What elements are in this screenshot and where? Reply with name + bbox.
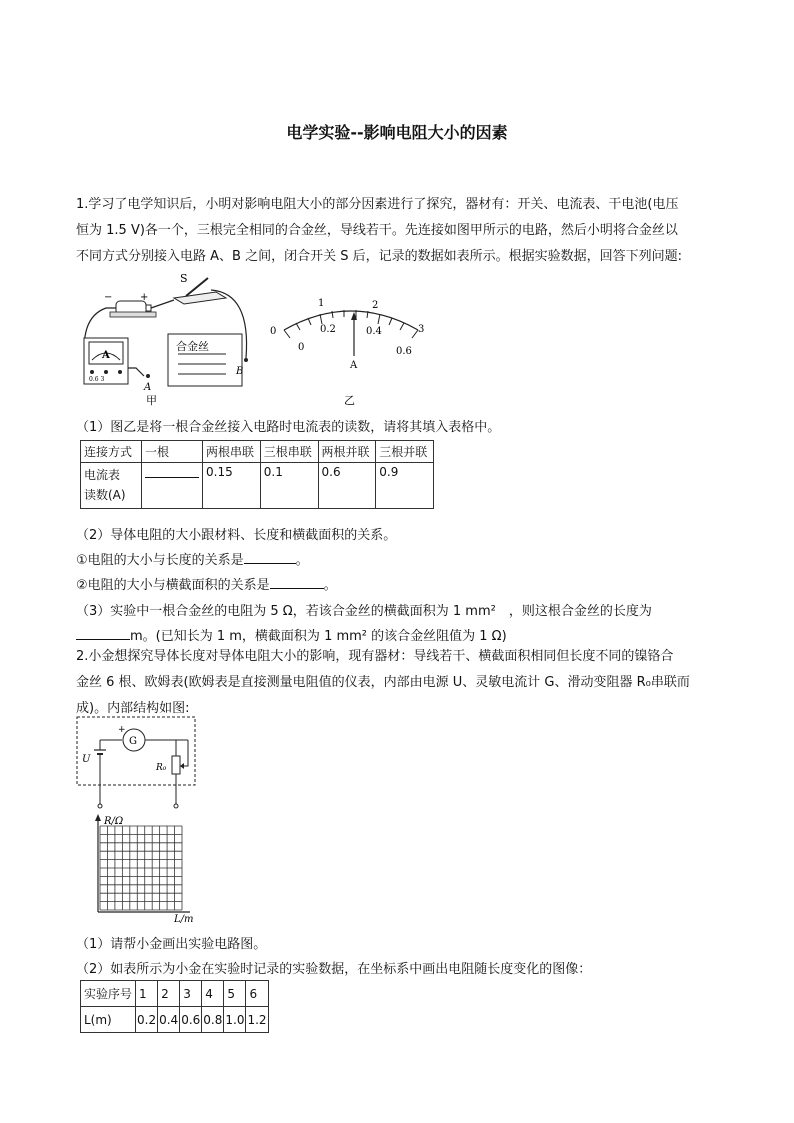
table-header-cell: 两根串联 <box>203 441 261 463</box>
q1-sub2: （2）导体电阻的大小跟材料、长度和横截面积的关系。 <box>76 528 397 543</box>
table-header-cell: 6 <box>246 981 268 1007</box>
row-label-cell: L(m) <box>81 1007 136 1033</box>
table-cell: 0.15 <box>203 463 261 509</box>
table-cell: 0.2 <box>136 1007 158 1033</box>
resistance-length-graph <box>86 812 204 924</box>
table-header-cell: 5 <box>224 981 246 1007</box>
q2-intro <box>76 644 716 722</box>
table-cell: 0.8 <box>202 1007 224 1033</box>
table-cell: 1.0 <box>224 1007 246 1033</box>
table-cell: 0.1 <box>260 463 318 509</box>
point-b-label: B <box>236 366 244 377</box>
q2-sub1: （1）请帮小金画出实验电路图。 <box>76 937 267 952</box>
page-title: 电学实验--影响电阻大小的因素 <box>286 123 508 142</box>
meter-bottom-tick-1: 0.2 <box>320 324 336 335</box>
galvanometer-plus-label: + <box>118 725 126 735</box>
q2-intro-line-1: 2.小金想探究导体长度对导体电阻大小的影响，现有器材：导线若干、横截面积相同但长度不同的镍铬合 <box>76 649 674 664</box>
q1-intro-line-2: 恒为 1.5 V)各一个，三根完全相同的合金丝，导线若干。先连接如图甲所示的电路，然后小明将合金丝以 <box>76 223 678 238</box>
alloy-label: 合金丝 <box>176 340 209 353</box>
row-label-line-1: 电流表 <box>84 468 121 482</box>
figure-yi-caption: 乙 <box>344 394 355 407</box>
table-row <box>81 441 434 463</box>
figure-jia-caption: 甲 <box>146 394 157 407</box>
q1-sub3-line-1: （3）实验中一根合金丝的电阻为 5 Ω，若该合金丝的横截面积为 1 mm² ，则这根合金丝的长度为 <box>76 604 652 619</box>
table-cell: 0.6 <box>180 1007 202 1033</box>
ohmmeter-circuit-figure <box>76 716 200 812</box>
answer-blank[interactable] <box>145 465 199 478</box>
meter-top-tick-1: 1 <box>318 298 325 309</box>
table-header-cell: 1 <box>136 981 158 1007</box>
table-header-cell: 实验序号 <box>81 981 136 1007</box>
battery-u-label: U <box>82 754 91 765</box>
table-cell: 0.4 <box>158 1007 180 1033</box>
table-header-cell: 3 <box>180 981 202 1007</box>
figure-yi-meter <box>266 292 436 410</box>
answer-blank[interactable] <box>76 627 130 640</box>
meter-top-tick-2: 2 <box>372 300 379 311</box>
battery-plus-label: + <box>140 292 149 303</box>
q1-sub2-b: ②电阻的大小与横截面积的关系是 。 <box>76 578 337 593</box>
table-cell: 0.6 <box>318 463 376 509</box>
table-cell: 1.2 <box>246 1007 268 1033</box>
row-label-cell <box>81 463 142 509</box>
table-header-cell: 2 <box>158 981 180 1007</box>
switch-label: S <box>180 272 188 285</box>
meter-top-tick-3: 3 <box>418 324 425 335</box>
table-row <box>81 981 269 1007</box>
answer-blank-cell[interactable] <box>142 463 203 509</box>
q1-intro <box>76 192 716 270</box>
resistor-r0-label: R₀ <box>156 763 167 773</box>
table-row <box>81 1007 269 1033</box>
q1-intro-line-3: 不同方式分别接入电路 A、B 之间，闭合开关 S 后，记录的数据如表所示。根据实验数据，回答下列问题: <box>76 249 682 264</box>
table-header-cell: 4 <box>202 981 224 1007</box>
q2-intro-line-2: 金丝 6 根、欧姆表(欧姆表是直接测量电阻值的仪表，内部由电源 U、灵敏电流计 G、滑动变阻器 R₀串联而 <box>76 675 690 690</box>
graph-y-axis-label: R/Ω <box>104 816 124 827</box>
table-header-cell: 一根 <box>142 441 203 463</box>
graph-x-axis-label: L/m <box>174 914 194 924</box>
battery-minus-label: − <box>104 292 113 303</box>
point-a-label: A <box>144 382 152 393</box>
table-header-cell: 连接方式 <box>81 441 142 463</box>
ammeter-label: A <box>102 350 110 361</box>
q1-data-table <box>80 440 434 509</box>
table-row <box>81 463 434 509</box>
q2-intro-line-3: 成)。内部结构如图: <box>76 701 190 716</box>
meter-bottom-tick-3: 0.6 <box>396 346 412 357</box>
answer-blank[interactable] <box>270 576 324 589</box>
q1-sub2-a: ①电阻的大小与长度的关系是 。 <box>76 553 309 568</box>
q1-intro-line-1: 1.学习了电学知识后，小明对影响电阻大小的部分因素进行了探究，器材有：开关、电流表、干电池(电压 <box>76 197 679 212</box>
table-header-cell: 两根并联 <box>318 441 376 463</box>
meter-top-tick-0: 0 <box>270 326 277 337</box>
table-header-cell: 三根并联 <box>376 441 434 463</box>
q2-data-table <box>80 980 269 1033</box>
q1-sub3-line-2: m。(已知长为 1 m，横截面积为 1 mm² 的该合金丝阻值为 1 Ω) <box>76 625 507 644</box>
q1-sub1: （1）图乙是将一根合金丝接入电路时电流表的读数，请将其填入表格中。 <box>76 420 501 435</box>
q2-sub2: （2）如表所示为小金在实验时记录的实验数据，在坐标系中画出电阻随长度变化的图像： <box>76 962 592 977</box>
galvanometer-label: G <box>129 736 137 747</box>
ammeter-scale-label: 0.6 3 <box>89 376 105 383</box>
meter-pointer-label: A <box>350 360 358 371</box>
meter-bottom-tick-2: 0.4 <box>366 326 382 337</box>
figure-jia-circuit <box>76 268 266 410</box>
meter-bottom-tick-0: 0 <box>298 342 305 353</box>
row-label-line-2: 读数(A) <box>84 488 126 502</box>
answer-blank[interactable] <box>244 551 296 564</box>
table-cell: 0.9 <box>376 463 434 509</box>
table-header-cell: 三根串联 <box>260 441 318 463</box>
